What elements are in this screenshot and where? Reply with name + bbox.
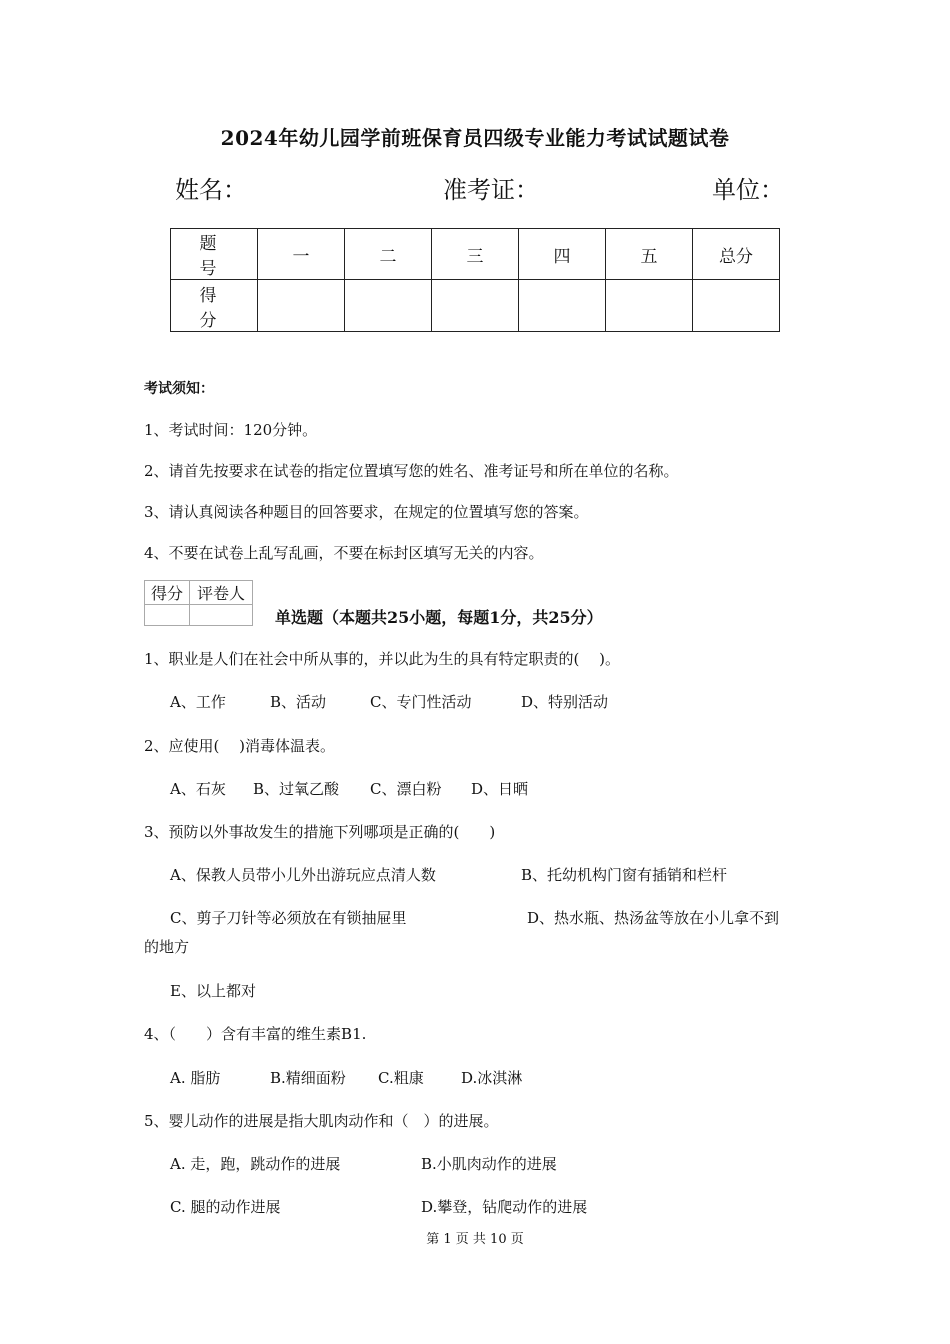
option: B、托幼机构门窗有插销和栏杆 xyxy=(521,866,728,884)
score-table xyxy=(170,228,780,332)
option: B、活动 xyxy=(270,693,327,711)
option: A、石灰 xyxy=(170,780,226,798)
score-input-cell[interactable] xyxy=(519,280,606,332)
option: D.攀登，钻爬动作的进展 xyxy=(421,1198,588,1216)
notice-heading: 考试须知： xyxy=(144,381,214,397)
notice-item: 2、请首先按要求在试卷的指定位置填写您的姓名、准考证号和所在单位的名称。 xyxy=(144,462,679,480)
score-header-cell: 一 xyxy=(258,229,345,280)
unit-label: 单位： xyxy=(712,176,784,204)
grader-reviewer-cell[interactable] xyxy=(190,605,253,626)
option: A、工作 xyxy=(170,693,226,711)
grader-box xyxy=(144,580,253,626)
question-stem: 4、（ ）含有丰富的维生素B1. xyxy=(144,1025,367,1043)
option: C. 腿的动作进展 xyxy=(170,1198,281,1216)
section-title: 单选题（本题共25小题，每题1分，共25分） xyxy=(275,608,603,627)
option: E、以上都对 xyxy=(170,982,256,1000)
score-header-cell: 总分 xyxy=(693,229,780,280)
question-stem: 3、预防以外事故发生的措施下列哪项是正确的( ) xyxy=(144,823,496,841)
option: C.粗康 xyxy=(378,1069,424,1087)
option: D、日晒 xyxy=(471,780,529,798)
grader-reviewer-label: 评卷人 xyxy=(190,581,253,605)
option: B.小肌肉动作的进展 xyxy=(421,1155,557,1173)
exam-title: 2024年幼儿园学前班保育员四级专业能力考试试题试卷 xyxy=(220,126,730,150)
option: D.冰淇淋 xyxy=(461,1069,523,1087)
score-header-cell: 五 xyxy=(606,229,693,280)
question-stem: 5、婴儿动作的进展是指大肌肉动作和（ ）的进展。 xyxy=(144,1112,499,1130)
notice-item: 1、考试时间：120分钟。 xyxy=(144,421,318,439)
score-header-cell: 二 xyxy=(345,229,432,280)
option: C、专门性活动 xyxy=(370,693,472,711)
option: A、保教人员带小儿外出游玩应点清人数 xyxy=(170,866,436,884)
option: C、剪子刀针等必须放在有锁抽屉里 xyxy=(170,909,407,927)
page-footer: 第 1 页 共 10 页 xyxy=(426,1232,524,1247)
grader-score-cell[interactable] xyxy=(145,605,190,626)
grader-score-label: 得分 xyxy=(145,581,190,605)
option-continuation: 的地方 xyxy=(144,938,190,956)
score-input-cell[interactable] xyxy=(345,280,432,332)
score-header-cell: 题 号 xyxy=(171,229,258,280)
option: D、热水瓶、热汤盆等放在小儿拿不到 xyxy=(527,909,780,927)
score-input-cell[interactable] xyxy=(258,280,345,332)
score-table-header-row xyxy=(171,229,780,280)
score-header-cell: 三 xyxy=(432,229,519,280)
name-label: 姓名： xyxy=(175,176,247,204)
option: B、过氧乙酸 xyxy=(253,780,340,798)
question-stem: 1、职业是人们在社会中所从事的，并以此为生的具有特定职责的( )。 xyxy=(144,650,621,668)
option: C、漂白粉 xyxy=(370,780,442,798)
notice-item: 4、不要在试卷上乱写乱画，不要在标封区填写无关的内容。 xyxy=(144,544,544,562)
option: A. 脂肪 xyxy=(170,1069,221,1087)
option: B.精细面粉 xyxy=(270,1069,346,1087)
score-table-score-row xyxy=(171,280,780,332)
score-input-cell[interactable] xyxy=(693,280,780,332)
score-header-cell: 四 xyxy=(519,229,606,280)
option: A. 走，跑，跳动作的进展 xyxy=(170,1155,341,1173)
score-input-cell[interactable] xyxy=(606,280,693,332)
score-row-label: 得 分 xyxy=(171,280,258,332)
option: D、特别活动 xyxy=(521,693,609,711)
notice-item: 3、请认真阅读各种题目的回答要求，在规定的位置填写您的答案。 xyxy=(144,503,589,521)
exam-id-label: 准考证： xyxy=(443,176,539,204)
question-stem: 2、应使用( )消毒体温表。 xyxy=(144,737,336,755)
score-input-cell[interactable] xyxy=(432,280,519,332)
